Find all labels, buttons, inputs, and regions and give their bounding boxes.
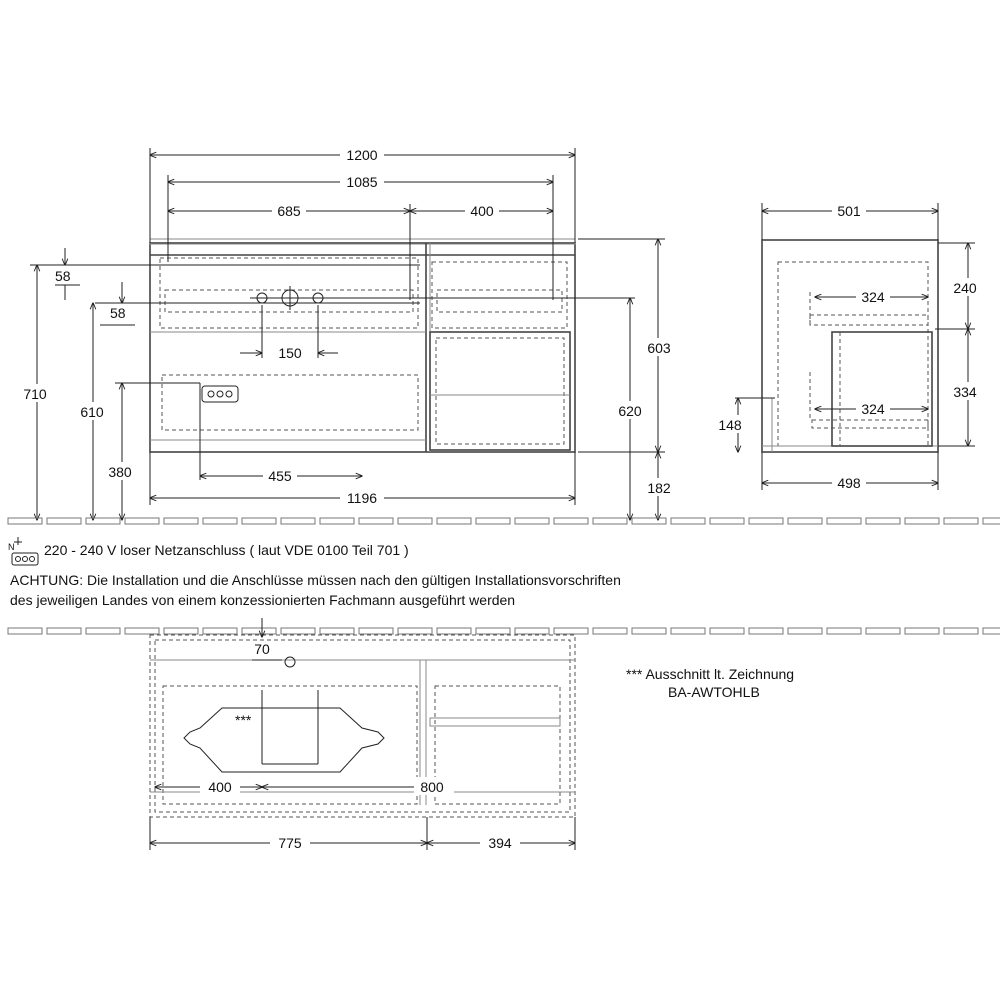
dim-182: 182 <box>647 480 671 496</box>
floor-tile <box>632 628 666 634</box>
cutout-note-line-2: BA-AWTOHLB <box>668 684 760 700</box>
floor-tile <box>398 518 432 524</box>
dim-400-plan: 400 <box>208 779 232 795</box>
dim-501: 501 <box>837 203 861 219</box>
dim-58-second: 58 <box>110 305 126 321</box>
dim-620: 620 <box>618 403 642 419</box>
floor-tile <box>359 628 393 634</box>
dim-800: 800 <box>420 779 444 795</box>
floor-tile <box>866 628 900 634</box>
floor-tile <box>749 628 783 634</box>
floor-tile <box>593 518 627 524</box>
dim-400: 400 <box>470 203 494 219</box>
floor-tile <box>281 628 315 634</box>
floor-tile <box>125 628 159 634</box>
dim-150: 150 <box>278 345 302 361</box>
floor-tile <box>125 518 159 524</box>
warning-line-1: ACHTUNG: Die Installation und die Anschlüsse müssen nach den gültigen Installationsvorschriften <box>10 572 621 588</box>
floor-tile <box>203 628 237 634</box>
front-view <box>18 145 676 520</box>
floor-tile <box>944 628 978 634</box>
floor-tile <box>554 628 588 634</box>
cutout-note-line-1: *** Ausschnitt lt. Zeichnung <box>626 666 795 682</box>
dim-775: 775 <box>278 835 302 851</box>
dim-610: 610 <box>80 404 104 420</box>
warning-line-2: des jeweiligen Landes von einem konzessionierten Fachmann ausgeführt werden <box>10 592 516 608</box>
floor-tile <box>47 628 81 634</box>
dim-324-upper: 324 <box>861 289 885 305</box>
floor-tile <box>710 628 744 634</box>
side-view <box>716 201 984 491</box>
floor-tile <box>671 518 705 524</box>
basin-cutout-outline <box>184 708 384 772</box>
floor-tile <box>242 518 276 524</box>
floor-tile <box>788 628 822 634</box>
dim-394: 394 <box>488 835 512 851</box>
dim-240: 240 <box>953 280 977 296</box>
dim-498: 498 <box>837 475 861 491</box>
floor-tile <box>47 518 81 524</box>
dim-710: 710 <box>23 386 47 402</box>
floor-tile <box>437 518 471 524</box>
floor-tile <box>983 518 1000 524</box>
dim-603: 603 <box>647 340 671 356</box>
power-note: 220 - 240 V loser Netzanschluss ( laut VDE 0100 Teil 701 ) <box>44 542 409 558</box>
cutout-mark: *** <box>235 712 252 728</box>
power-socket-icon <box>202 386 238 402</box>
floor-tile <box>86 518 120 524</box>
dim-70: 70 <box>254 641 270 657</box>
floor-tile <box>554 518 588 524</box>
floor-tile <box>905 518 939 524</box>
dim-58-top: 58 <box>55 268 71 284</box>
floor-tile <box>242 628 276 634</box>
dim-334: 334 <box>953 384 977 400</box>
dim-380: 380 <box>108 464 132 480</box>
floor-tile <box>320 518 354 524</box>
power-outlet-icon <box>8 537 38 565</box>
floor-tile <box>203 518 237 524</box>
floor-tile <box>281 518 315 524</box>
dim-1196: 1196 <box>346 490 378 506</box>
floor-tile <box>788 518 822 524</box>
floor-tile <box>359 518 393 524</box>
floor-tile <box>632 518 666 524</box>
floor-tile <box>8 628 42 634</box>
floor-tile <box>164 628 198 634</box>
plan-view <box>150 618 575 851</box>
floor-tile <box>593 628 627 634</box>
floor-tile <box>983 628 1000 634</box>
floor-tile <box>515 628 549 634</box>
floor-tile <box>515 518 549 524</box>
floor-tile <box>320 628 354 634</box>
floor-tile <box>437 628 471 634</box>
floor-tile <box>710 518 744 524</box>
dim-455: 455 <box>268 468 292 484</box>
floor-tile <box>476 518 510 524</box>
svg-text:N: N <box>8 542 15 552</box>
floor-tile <box>866 518 900 524</box>
dim-685: 685 <box>277 203 301 219</box>
dim-148: 148 <box>718 417 742 433</box>
floor-tile <box>827 518 861 524</box>
floor-tile <box>749 518 783 524</box>
floor-tile <box>398 628 432 634</box>
front-cabinet-outline <box>150 243 575 452</box>
dim-1200: 1200 <box>346 147 378 163</box>
floor-tile <box>671 628 705 634</box>
floor-tile <box>905 628 939 634</box>
dim-324-lower: 324 <box>861 401 885 417</box>
dim-1085: 1085 <box>346 174 378 190</box>
plan-drain-icon <box>285 657 295 667</box>
floor-tile <box>476 628 510 634</box>
floor-tile <box>827 628 861 634</box>
floor-tile <box>86 628 120 634</box>
floor-tile <box>164 518 198 524</box>
floor-tile <box>944 518 978 524</box>
